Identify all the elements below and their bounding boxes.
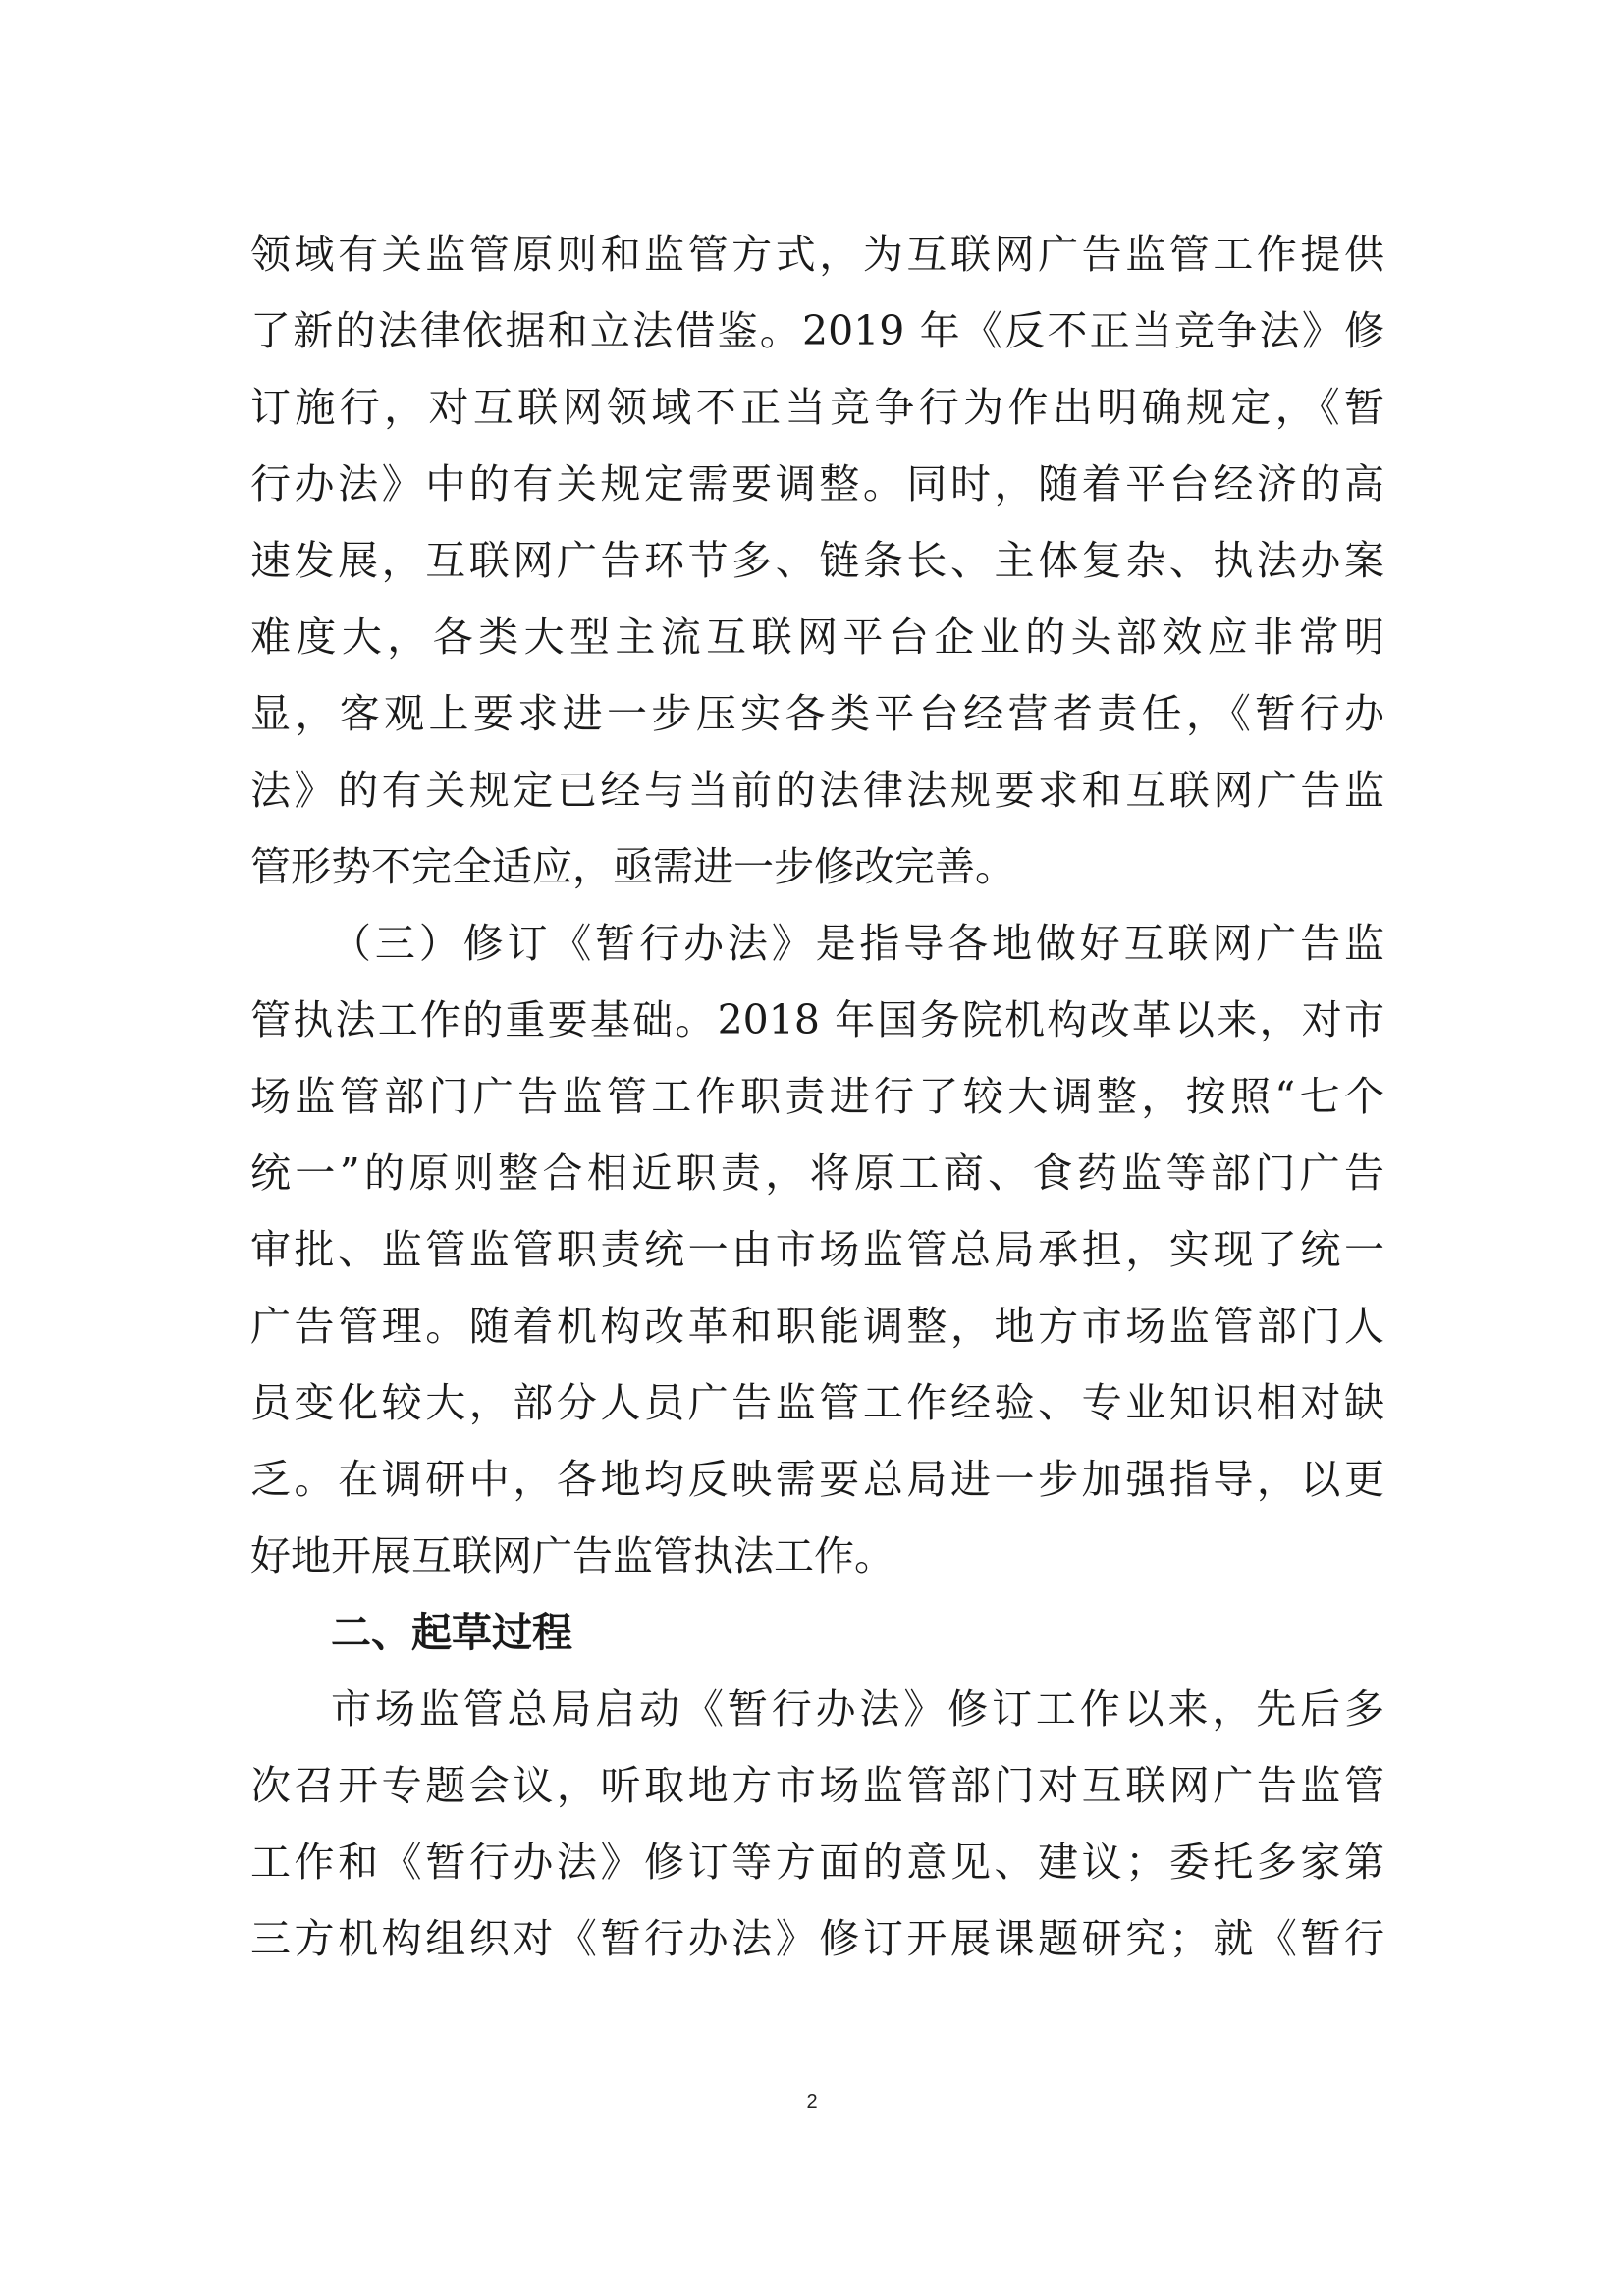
page-number: 2 — [806, 2091, 818, 2112]
paragraph-first-line: （三）修订《暂行办法》是指导各地做好互联网广告监 — [331, 920, 1384, 967]
text-line: 好地开展互联网广告监管执法工作。 — [250, 1532, 894, 1579]
text-line: 广告管理。随着机构改革和职能调整，地方市场监管部门人 — [250, 1303, 1384, 1350]
text-line: 难度大，各类大型主流互联网平台企业的头部效应非常明 — [250, 614, 1384, 661]
section-heading: 二、起草过程 — [331, 1609, 572, 1656]
text-line: 管执法工作的重要基础。2018 年国务院机构改革以来，对市 — [250, 996, 1384, 1043]
document-body — [250, 216, 1384, 1977]
text-line: 了新的法律依据和立法借鉴。2019 年《反不正当竞争法》修 — [250, 307, 1384, 354]
text-line: 工作和《暂行办法》修订等方面的意见、建议；委托多家第 — [250, 1839, 1384, 1886]
text-line: 员变化较大，部分人员广告监管工作经验、专业知识相对缺 — [250, 1379, 1384, 1426]
text-line: 场监管部门广告监管工作职责进行了较大调整，按照“七个 — [250, 1073, 1384, 1120]
text-line: 速发展，互联网广告环节多、链条长、主体复杂、执法办案 — [250, 537, 1384, 584]
text-line: 管形势不完全适应，亟需进一步修改完善。 — [250, 843, 1015, 890]
paragraph-first-line: 市场监管总局启动《暂行办法》修订工作以来，先后多 — [331, 1685, 1384, 1733]
text-line: 统一”的原则整合相近职责，将原工商、食药监等部门广告 — [250, 1149, 1384, 1197]
text-line: 乏。在调研中，各地均反映需要总局进一步加强指导，以更 — [250, 1456, 1384, 1503]
text-line: 显，客观上要求进一步压实各类平台经营者责任，《暂行办 — [250, 690, 1384, 737]
text-line: 领域有关监管原则和监管方式，为互联网广告监管工作提供 — [250, 231, 1384, 278]
text-line: 法》的有关规定已经与当前的法律法规要求和互联网广告监 — [250, 767, 1384, 814]
text-line: 订施行，对互联网领域不正当竞争行为作出明确规定，《暂 — [250, 384, 1384, 431]
text-line: 审批、监管监管职责统一由市场监管总局承担，实现了统一 — [250, 1226, 1384, 1273]
text-line: 行办法》中的有关规定需要调整。同时，随着平台经济的高 — [250, 460, 1384, 507]
text-line: 次召开专题会议，听取地方市场监管部门对互联网广告监管 — [250, 1762, 1384, 1809]
text-line: 三方机构组织对《暂行办法》修订开展课题研究；就《暂行 — [250, 1915, 1384, 1962]
